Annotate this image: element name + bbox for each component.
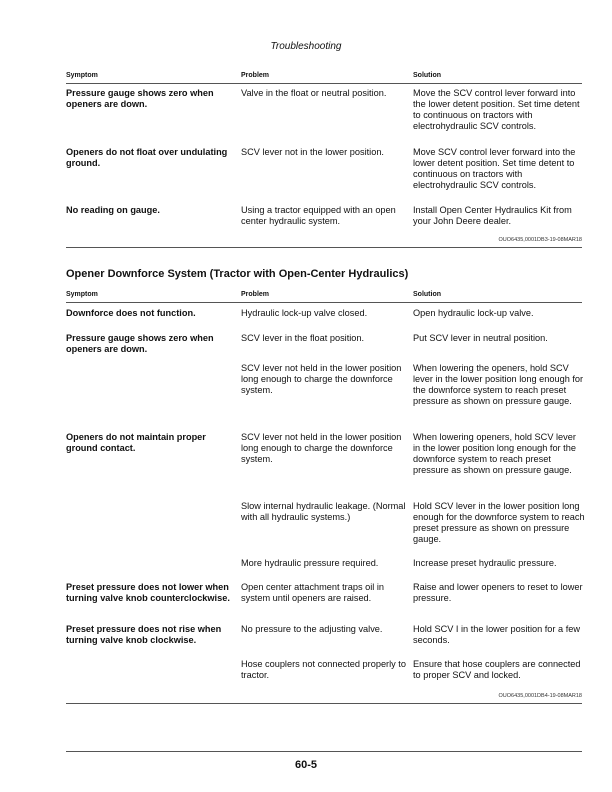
table2-row8-solution: Hold SCV I in the lower position for a few seconds. (413, 624, 580, 645)
column-header-solution: Solution (413, 291, 441, 298)
page-number: 60-5 (294, 759, 318, 771)
table2-row4-symptom: Openers do not maintain proper ground contact. (66, 432, 206, 453)
footer-rule (66, 751, 582, 752)
table1-reference-code: OUO6435,0001DB3-19-08MAR18 (498, 237, 582, 243)
column-header-solution: Solution (413, 72, 441, 79)
table2-row3-solution: When lowering the openers, hold SCV lever in the lower position long enough for the downforce system to reach preset pressure as shown on pressure gauge. (413, 363, 584, 406)
table2-row9-problem: Hose couplers not connected properly to tractor. (241, 659, 406, 680)
table1-row3-solution: Install Open Center Hydraulics Kit from your John Deere dealer. (413, 205, 572, 226)
table1-row2-solution: Move SCV control lever forward into the lower detent position. Set time detent to continuous on tractors with electrohydraulic SCV controls. (413, 147, 576, 190)
table2-row1-solution: Open hydraulic lock-up valve. (413, 308, 534, 318)
column-header-symptom: Symptom (66, 72, 98, 79)
section-title: Opener Downforce System (Tractor with Open-Center Hydraulics) (66, 268, 409, 280)
table2-row7-problem: Open center attachment traps oil in system until openers are raised. (241, 582, 384, 603)
table2-row5-problem: Slow internal hydraulic leakage. (Normal with all hydraulic systems.) (241, 501, 406, 522)
table2-row3-problem: SCV lever not held in the lower position long enough to charge the downforce system. (241, 363, 402, 395)
table1-row3-problem: Using a tractor equipped with an open center hydraulic system. (241, 205, 396, 226)
table1-row2-symptom: Openers do not float over undulating ground. (66, 147, 228, 168)
table2-row1-problem: Hydraulic lock-up valve closed. (241, 308, 368, 318)
table2-row7-solution: Raise and lower openers to reset to lower pressure. (413, 582, 583, 603)
table2-row9-solution: Ensure that hose couplers are connected to proper SCV and locked. (413, 659, 581, 680)
table1-end-rule (66, 247, 582, 248)
table2-row8-symptom: Preset pressure does not rise when turning valve knob clockwise. (66, 624, 222, 645)
table2-row1-symptom: Downforce does not function. (66, 308, 196, 318)
table2-header-rule (66, 302, 582, 303)
table2-row2-problem: SCV lever in the float position. (241, 333, 365, 343)
page-header-title: Troubleshooting (270, 41, 342, 52)
table1-row3-symptom: No reading on gauge. (66, 205, 160, 215)
table2-end-rule (66, 703, 582, 704)
table1-row2-problem: SCV lever not in the lower position. (241, 147, 384, 157)
table2-row4-solution: When lowering openers, hold SCV lever in the lower position long enough for the downforce system to reach preset pressure as shown on pressure gauge. (413, 432, 576, 475)
table1-header-rule (66, 83, 582, 84)
table1-row1-solution: Move the SCV control lever forward into the lower detent position. Set time detent to continuous on tractors with electrohydraulic SCV controls. (413, 88, 580, 131)
table2-row7-symptom: Preset pressure does not lower when turning valve knob counterclockwise. (66, 582, 230, 603)
table2-row2-symptom: Pressure gauge shows zero when openers are down. (66, 333, 214, 354)
table1-row1-symptom: Pressure gauge shows zero when openers are down. (66, 88, 214, 109)
table1-row1-problem: Valve in the float or neutral position. (241, 88, 387, 98)
column-header-problem: Problem (241, 291, 270, 298)
column-header-problem: Problem (241, 72, 270, 79)
table2-row6-solution: Increase preset hydraulic pressure. (413, 558, 557, 568)
table2-row8-problem: No pressure to the adjusting valve. (241, 624, 383, 634)
table2-reference-code: OUO6435,0001DB4-19-08MAR18 (498, 693, 582, 699)
table2-row6-problem: More hydraulic pressure required. (241, 558, 379, 568)
table2-row4-problem: SCV lever not held in the lower position long enough to charge the downforce system. (241, 432, 402, 464)
table2-row2-solution: Put SCV lever in neutral position. (413, 333, 548, 343)
table2-row5-solution: Hold SCV lever in the lower position long enough for the downforce system to reach preset pressure as shown on pressure gauge. (413, 501, 585, 544)
column-header-symptom: Symptom (66, 291, 98, 298)
